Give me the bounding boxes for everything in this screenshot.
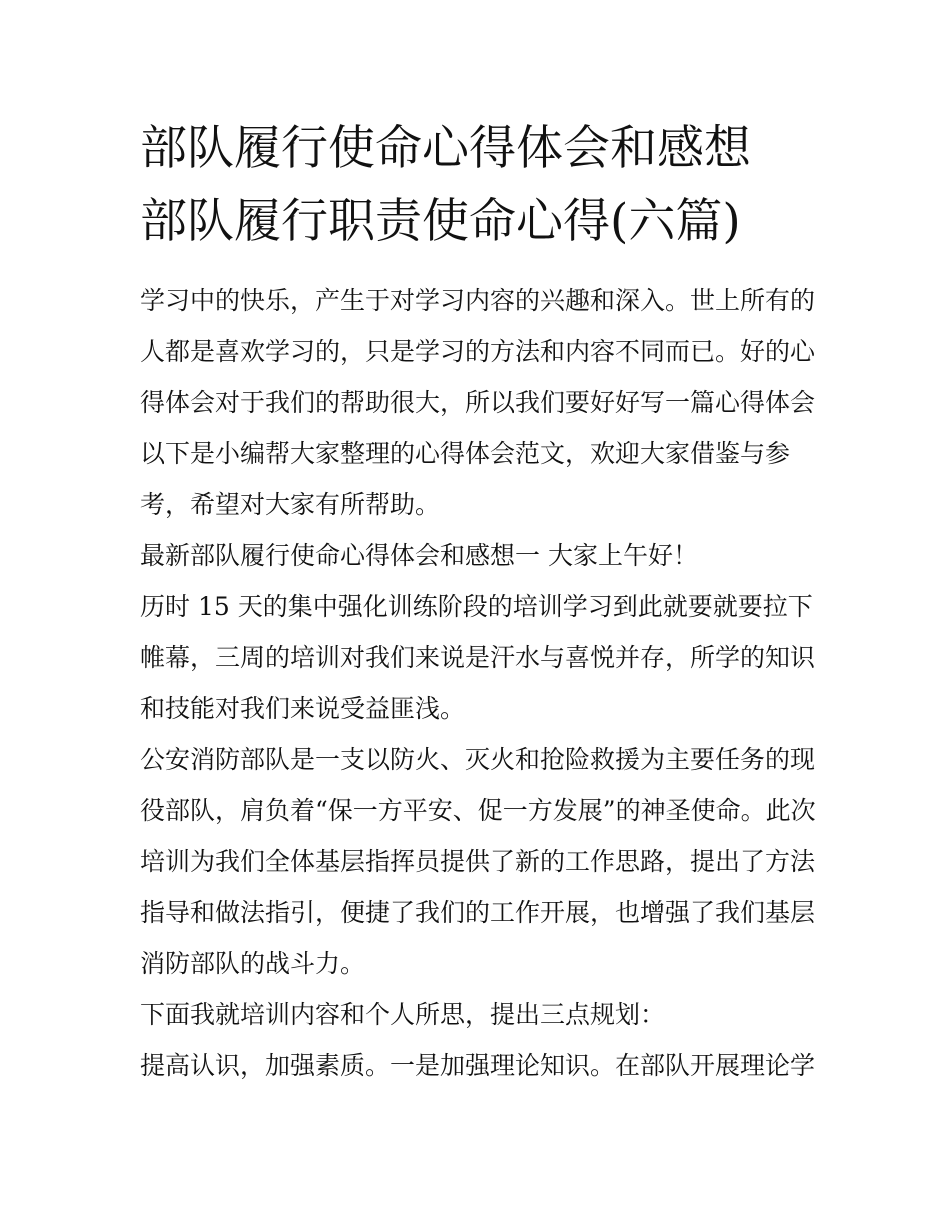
text-line: 提高认识，加强素质。一是加强理论知识。在部队开展理论学 bbox=[140, 1051, 816, 1080]
title-line-2: 部队履行职责使命心得(六篇) bbox=[140, 194, 741, 249]
text-line: 消防部队的战斗力。 bbox=[140, 949, 366, 978]
text-line: 学习中的快乐，产生于对学习内容的兴趣和深入。世上所有的 bbox=[140, 286, 816, 315]
text-line: 公安消防部队是一支以防火、灭火和抢险救援为主要任务的现 bbox=[140, 745, 816, 774]
text-line: 历时 15 天的集中强化训练阶段的培训学习到此就要就要拉下 bbox=[140, 592, 813, 621]
title-line-1: 部队履行使命心得体会和感想 bbox=[140, 121, 751, 176]
text-line: 最新部队履行使命心得体会和感想一 大家上午好！ bbox=[140, 541, 698, 570]
text-line: 以下是小编帮大家整理的心得体会范文，欢迎大家借鉴与参 bbox=[140, 439, 791, 468]
text-line: 考，希望对大家有所帮助。 bbox=[140, 490, 441, 519]
training-paragraph bbox=[140, 581, 820, 734]
text-line: 人都是喜欢学习的，只是学习的方法和内容不同而已。好的心 bbox=[140, 337, 816, 366]
document-title bbox=[140, 112, 840, 258]
mission-paragraph bbox=[140, 734, 820, 989]
plan-intro-paragraph bbox=[140, 989, 820, 1040]
text-line: 指导和做法指引，便捷了我们的工作开展，也增强了我们基层 bbox=[140, 898, 816, 927]
document-body bbox=[140, 275, 820, 1091]
text-line: 帷幕，三周的培训对我们来说是汗水与喜悦并存，所学的知识 bbox=[140, 643, 816, 672]
text-line: 和技能对我们来说受益匪浅。 bbox=[140, 694, 466, 723]
text-line: 培训为我们全体基层指挥员提供了新的工作思路，提出了方法 bbox=[140, 847, 816, 876]
text-line: 得体会对于我们的帮助很大，所以我们要好好写一篇心得体会 bbox=[140, 388, 816, 417]
section-heading-paragraph bbox=[140, 530, 820, 581]
text-line: 役部队，肩负着“保一方平安、促一方发展”的神圣使命。此次 bbox=[140, 796, 816, 825]
plan-point-paragraph bbox=[140, 1040, 820, 1091]
intro-paragraph bbox=[140, 275, 820, 530]
text-line: 下面我就培训内容和个人所思，提出三点规划： bbox=[140, 1000, 666, 1029]
